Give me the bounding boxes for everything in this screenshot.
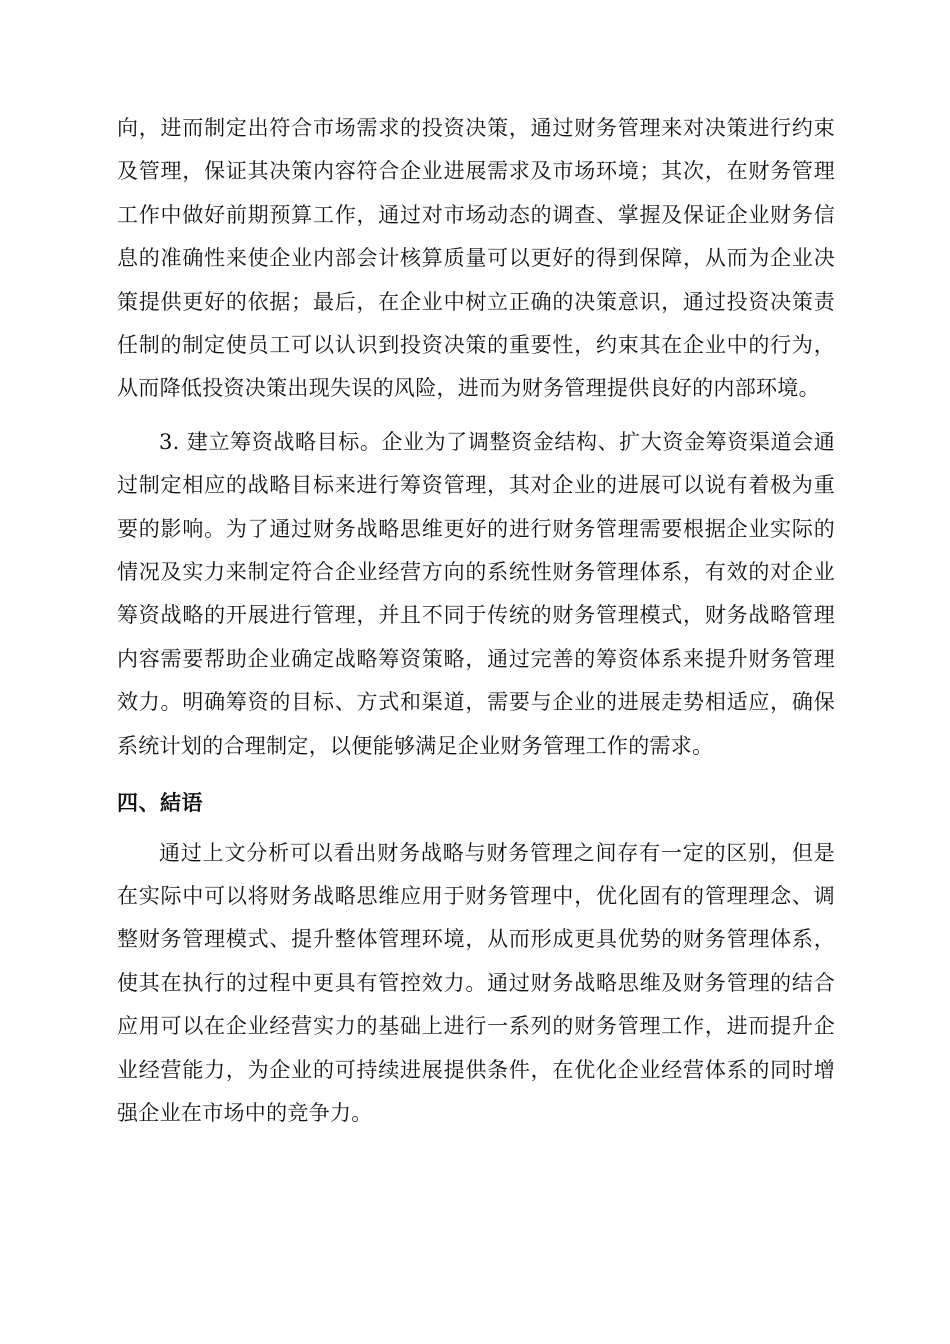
paragraph-continuation: 向，进而制定出符合市场需求的投资决策，通过财务管理来对决策进行约束及管理，保证其决策内容符合企业进展需求及市场环境；其次，在财务管理工作中做好前期预算工作，通过对市场动态的调查、掌握及保证企业财务信息的准确性来使企业内部会计核算质量可以更好的得到保障，从而为企业决策提供更好的依据；最后，在企业中树立正确的决策意识，通过投资决策责任制的制定使员工可以认识到投资决策的重要性，约束其在企业中的行为，从而降低投资决策出现失误的风险，进而为财务管理提供良好的内部环境。 [117,116,835,401]
section-heading-conclusion: 四、結语 [117,791,203,816]
paragraph-financing-strategy: 3. 建立筹资战略目标。企业为了调整资金结构、扩大资金筹资渠道会通过制定相应的战略目标来进行筹资管理，其对企业的进展可以说有着极为重要的影响。为了通过财务战略思维更好的进行财务管理需要根据企业实际的情况及实力来制定符合企业经营方向的系统性财务管理体系，有效的对企业筹资战略的开展进行管理，并且不同于传统的财务管理模式，财务战略管理内容需要帮助企业确定战略筹资策略，通过完善的筹资体系来提升财务管理效力。明确筹资的目标、方式和渠道，需要与企业的进展走势相适应，确保系统计划的合理制定，以便能够满足企业财务管理工作的需求。 [117,429,835,758]
document-body [117,107,835,1135]
paragraph-conclusion: 通过上文分析可以看出财务战略与财务管理之间存有一定的区别，但是在实际中可以将财务战略思维应用于财务管理中，优化固有的管理理念、调整财务管理模式、提升整体管理环境，从而形成更具优势的财务管理体系，使其在执行的过程中更具有管控效力。通过财务战略思维及财务管理的结合应用可以在企业经营实力的基础上进行一系列的财务管理工作，进而提升企业经营能力，为企业的可持续进展提供条件，在优化企业经营体系的同时增强企业在市场中的竞争力。 [117,840,835,1125]
